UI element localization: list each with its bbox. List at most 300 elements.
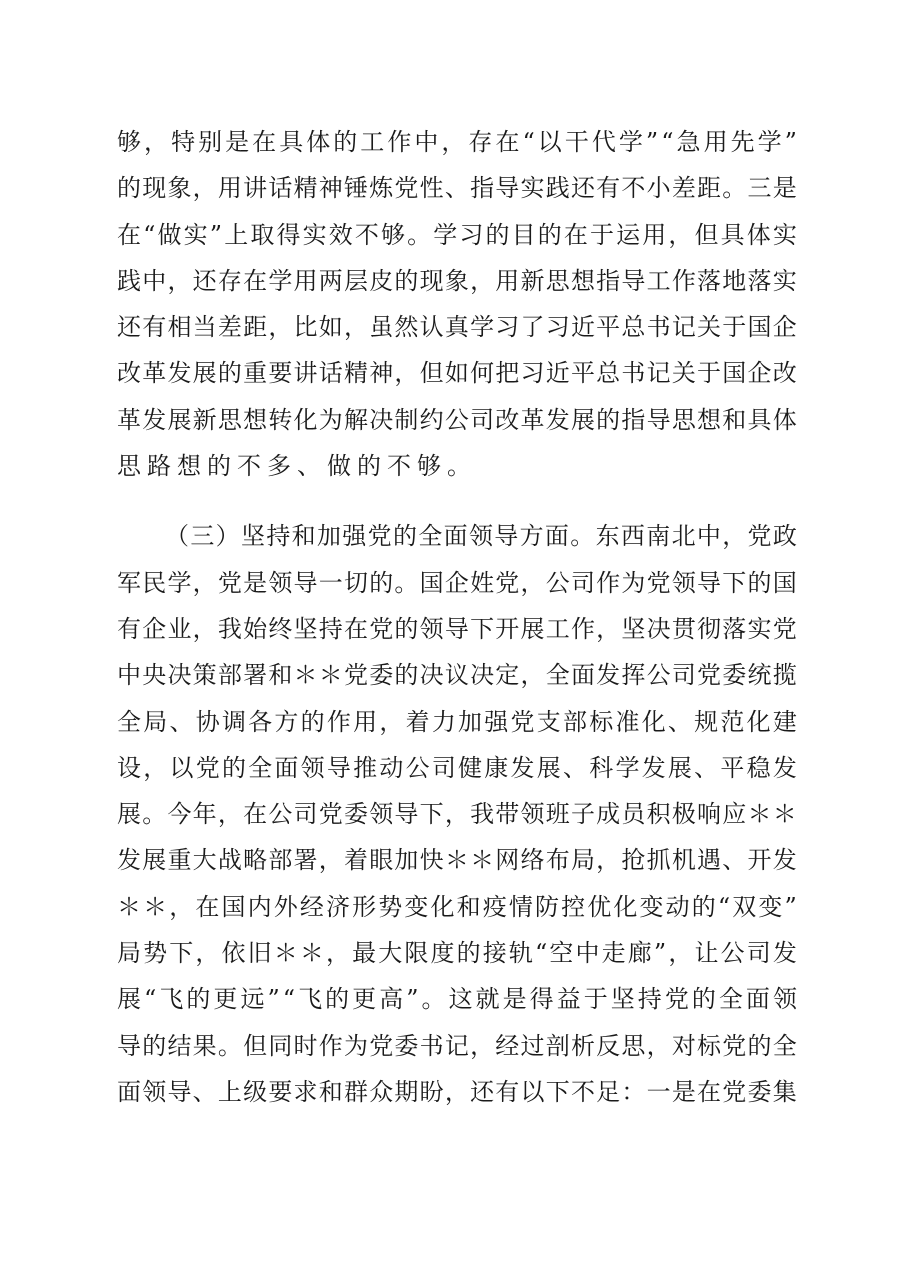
text-glyph: 神 [318, 174, 343, 203]
text-glyph: 导 [697, 568, 722, 597]
text-glyph: 思 [117, 452, 141, 481]
text-glyph: 革 [117, 405, 141, 434]
text-glyph: 司 [470, 405, 495, 434]
text-glyph: 面 [443, 522, 468, 551]
text-glyph: 如 [318, 313, 343, 342]
text-glyph: 让 [694, 939, 719, 968]
text-glyph: 记 [444, 1031, 469, 1060]
text-glyph: ， [326, 939, 350, 968]
text-glyph: 习 [545, 313, 570, 342]
text-glyph: 锤 [343, 174, 368, 203]
text-glyph: 两 [318, 266, 343, 295]
text-glyph: 我 [470, 800, 495, 829]
text-glyph: 用 [293, 266, 318, 295]
text-glyph: 干 [564, 128, 589, 156]
text-glyph: 差 [217, 313, 242, 342]
text-glyph: 开 [495, 614, 520, 643]
text-glyph: ， [470, 1031, 495, 1060]
text-glyph: 做 [157, 220, 182, 249]
text-glyph: ＊ [143, 892, 168, 921]
text-glyph: 科 [589, 753, 614, 782]
text-glyph: 国 [772, 568, 797, 597]
text-glyph: 今 [167, 800, 192, 829]
text-glyph: 导 [167, 1077, 192, 1106]
text-glyph: “ [282, 985, 296, 1014]
text-glyph: 思 [621, 1031, 646, 1060]
text-glyph: 经 [495, 1031, 520, 1060]
text-glyph: 话 [268, 174, 293, 203]
text-glyph: 这 [448, 985, 473, 1014]
text-glyph: 全 [772, 1031, 797, 1060]
text-glyph: 还 [470, 1077, 495, 1106]
text-glyph: 化 [430, 892, 455, 921]
text-line [117, 212, 797, 258]
text-glyph: 一 [318, 568, 343, 597]
text-glyph: 姓 [470, 568, 495, 597]
text-glyph: 中 [696, 522, 721, 551]
text-line [117, 165, 797, 211]
text-glyph: ， [167, 266, 192, 295]
text-glyph: 坚 [240, 522, 265, 551]
text-glyph: 够 [117, 128, 141, 156]
text-glyph: 习 [459, 220, 484, 249]
text-glyph: ” [209, 220, 223, 249]
text-glyph: 决 [470, 661, 495, 690]
text-glyph: 为 [318, 405, 343, 434]
text-glyph: 空 [549, 939, 574, 968]
text-glyph: ＊ [293, 661, 318, 690]
text-glyph: ， [192, 174, 217, 203]
text-glyph: 改 [772, 359, 797, 388]
text-glyph: “ [661, 128, 674, 156]
text-glyph: 把 [495, 359, 520, 388]
text-glyph: 体 [746, 220, 771, 249]
text-glyph: 不 [354, 220, 379, 249]
text-glyph: 响 [697, 800, 722, 829]
text-glyph: 部 [562, 707, 587, 736]
text-glyph: 党 [664, 985, 689, 1014]
text-glyph: 局 [117, 939, 141, 968]
text-glyph: 央 [142, 661, 167, 690]
text-glyph: 北 [671, 522, 696, 551]
text-glyph: 的 [300, 707, 325, 736]
text-glyph: 众 [369, 1077, 394, 1106]
text-glyph: 贯 [671, 614, 696, 643]
text-glyph: 作 [596, 568, 621, 597]
text-glyph: 同 [268, 1031, 293, 1060]
text-glyph: 用 [642, 220, 667, 249]
text-glyph: 司 [570, 568, 595, 597]
text-glyph: 在 [563, 220, 588, 249]
text-glyph: 的 [537, 220, 562, 249]
text-glyph: ＊ [772, 800, 797, 829]
text-glyph: 公 [444, 405, 469, 434]
text-glyph: 稳 [746, 753, 771, 782]
text-glyph: 做 [327, 452, 351, 481]
text-glyph: 真 [444, 313, 469, 342]
text-glyph: 关 [697, 313, 722, 342]
text-glyph: 国 [722, 359, 747, 388]
text-glyph: 的 [369, 568, 394, 597]
text-glyph: 盼 [419, 1077, 444, 1106]
text-glyph: 求 [293, 1077, 318, 1106]
text-glyph: 导 [621, 266, 646, 295]
text-glyph: 方 [274, 707, 299, 736]
text-glyph: 近 [545, 359, 570, 388]
text-glyph: 于 [722, 313, 747, 342]
text-glyph: 面 [544, 522, 569, 551]
text-glyph: ＊ [117, 892, 141, 921]
text-glyph: 双 [732, 892, 757, 921]
text-glyph: 战 [217, 846, 242, 875]
text-glyph: 接 [482, 939, 507, 968]
text-glyph: 象 [167, 174, 192, 203]
text-glyph: 党 [369, 614, 394, 643]
text-glyph: 的 [217, 359, 242, 388]
text-glyph: ， [668, 220, 693, 249]
text-glyph: 学 [433, 220, 458, 249]
text-glyph: 发 [772, 753, 797, 782]
text-glyph: 展 [667, 753, 692, 782]
text-glyph: 发 [167, 359, 192, 388]
text-glyph: 展 [117, 985, 141, 1014]
text-glyph: 公 [405, 753, 430, 782]
text-glyph: 持 [266, 522, 291, 551]
text-glyph: ” [406, 985, 419, 1014]
text-glyph: 的 [691, 892, 716, 921]
text-glyph: 在 [495, 128, 520, 156]
text-glyph: 发 [641, 753, 666, 782]
text-glyph: 导 [326, 753, 351, 782]
text-glyph: 皮 [369, 266, 394, 295]
text-glyph: 加 [394, 846, 419, 875]
text-glyph: 遇 [697, 846, 722, 875]
text-glyph: 成 [596, 800, 621, 829]
text-glyph: ， [444, 1077, 469, 1106]
text-glyph: 的 [117, 174, 141, 203]
text-line [117, 884, 797, 930]
text-glyph: 距 [243, 313, 268, 342]
text-glyph: 和 [291, 522, 316, 551]
text-glyph: 优 [587, 892, 612, 921]
text-glyph: 强 [342, 522, 367, 551]
text-glyph: 决 [369, 405, 394, 434]
text-glyph: 工 [545, 614, 570, 643]
text-glyph: 更 [213, 985, 238, 1014]
text-glyph: 国 [419, 568, 444, 597]
text-glyph: “ [143, 220, 156, 249]
text-glyph: 改 [117, 359, 141, 388]
text-glyph: 想 [243, 405, 268, 434]
text-glyph: 于 [583, 985, 608, 1014]
text-glyph: ＊ [444, 846, 469, 875]
text-glyph: 在 [195, 892, 220, 921]
text-glyph: ， [217, 800, 242, 829]
text-glyph: 的 [456, 939, 481, 968]
text-glyph: 存 [217, 266, 242, 295]
text-glyph: 特 [171, 128, 196, 156]
text-glyph: 定 [495, 661, 520, 690]
text-glyph: 在 [243, 800, 268, 829]
text-glyph: 约 [419, 405, 444, 434]
text-glyph: 的 [142, 1031, 167, 1060]
text-glyph: 是 [243, 568, 268, 597]
text-glyph: 习 [520, 359, 545, 388]
text-glyph: 动 [379, 753, 404, 782]
text-glyph: 新 [192, 405, 217, 434]
text-glyph: 是 [502, 985, 527, 1014]
text-glyph: 公 [268, 800, 293, 829]
text-glyph: 象 [444, 266, 469, 295]
text-glyph: 党 [394, 174, 419, 203]
text-glyph: 析 [570, 1031, 595, 1060]
text-glyph: 具 [279, 128, 304, 156]
text-glyph: 学 [757, 128, 782, 156]
text-glyph: 有 [495, 1077, 520, 1106]
text-glyph: 记 [671, 313, 696, 342]
text-glyph: 党 [217, 568, 242, 597]
text-glyph: ： [621, 1077, 646, 1106]
text-glyph: 的 [394, 614, 419, 643]
text-glyph: 坚 [610, 985, 635, 1014]
text-glyph: 。 [142, 800, 167, 829]
text-glyph: 作 [326, 707, 351, 736]
text-glyph: 就 [475, 985, 500, 1014]
text-glyph: 强 [484, 707, 509, 736]
text-glyph: 平 [596, 313, 621, 342]
text-glyph: 发 [772, 939, 797, 968]
text-glyph: 发 [510, 753, 535, 782]
text-glyph: 公 [545, 568, 570, 597]
text-line [117, 560, 797, 606]
text-glyph: 标 [589, 707, 614, 736]
text-glyph: 中 [575, 939, 600, 968]
text-glyph: ， [596, 614, 621, 643]
text-glyph: 当 [192, 313, 217, 342]
text-glyph: ” [267, 985, 280, 1014]
text-glyph: 始 [243, 614, 268, 643]
text-glyph: 应 [722, 800, 747, 829]
text-line [117, 350, 797, 396]
text-glyph: “ [522, 128, 535, 156]
text-glyph: 的 [394, 266, 419, 295]
text-glyph: ＊ [273, 939, 298, 968]
text-glyph: 总 [621, 313, 646, 342]
text-glyph: 指 [470, 174, 495, 203]
text-glyph: 旧 [247, 939, 272, 968]
text-glyph: 认 [419, 313, 444, 342]
text-glyph: 还 [192, 266, 217, 295]
text-glyph: 发 [545, 405, 570, 434]
text-line [117, 930, 797, 976]
text-glyph: 以 [537, 128, 562, 156]
text-glyph: 重 [243, 359, 268, 388]
text-glyph: 益 [556, 985, 581, 1014]
text-glyph: ” [784, 128, 797, 156]
text-glyph: 、 [444, 174, 469, 203]
text-glyph: 要 [268, 359, 293, 388]
text-glyph: 的 [207, 452, 231, 481]
text-glyph: 路 [147, 452, 171, 481]
text-line [117, 606, 797, 652]
text-glyph: 体 [306, 128, 331, 156]
text-glyph: 工 [360, 128, 385, 156]
text-glyph: 的 [392, 522, 417, 551]
text-glyph: 公 [720, 939, 745, 968]
text-glyph: 下 [169, 939, 194, 968]
text-glyph: 制 [394, 405, 419, 434]
text-glyph: 度 [430, 939, 455, 968]
text-glyph: 上 [217, 1077, 242, 1106]
text-line [117, 791, 797, 837]
text-glyph: 和 [268, 661, 293, 690]
text-glyph: 效 [328, 220, 353, 249]
text-glyph: 展 [167, 405, 192, 434]
text-glyph: 平 [570, 359, 595, 388]
text-glyph: 但 [243, 1031, 268, 1060]
text-glyph: 领 [419, 614, 444, 643]
text-glyph: 廊 [627, 939, 652, 968]
text-glyph: 想 [177, 452, 201, 481]
text-glyph: 、 [562, 753, 587, 782]
text-glyph: ， [441, 128, 466, 156]
text-glyph: 现 [142, 174, 167, 203]
text-glyph: 实 [772, 220, 797, 249]
text-glyph: 范 [720, 707, 745, 736]
text-glyph: 和 [722, 405, 747, 434]
text-glyph: 学 [268, 266, 293, 295]
text-glyph: 动 [665, 892, 690, 921]
text-glyph: 小 [646, 174, 671, 203]
text-glyph: 精 [293, 174, 318, 203]
text-line [117, 258, 797, 304]
text-glyph: 领 [468, 522, 493, 551]
text-glyph: 三 [747, 174, 772, 203]
text-glyph: 内 [247, 892, 272, 921]
text-glyph: 转 [268, 405, 293, 434]
text-glyph: 实 [772, 266, 797, 295]
text-glyph: 新 [520, 266, 545, 295]
text-glyph: 领 [772, 985, 797, 1014]
text-glyph: 委 [343, 800, 368, 829]
text-glyph: 局 [570, 846, 595, 875]
text-glyph: 政 [772, 522, 797, 551]
text-glyph: 领 [268, 568, 293, 597]
text-glyph: 抓 [646, 846, 671, 875]
text-glyph: 代 [591, 128, 616, 156]
text-glyph: （ [165, 522, 189, 551]
text-glyph: 军 [117, 568, 141, 597]
text-glyph: 我 [217, 614, 242, 643]
text-glyph: 。 [217, 1031, 242, 1060]
text-glyph: 用 [495, 266, 520, 295]
text-glyph: 实 [183, 220, 208, 249]
text-glyph: ＊ [318, 661, 343, 690]
text-glyph: 领 [369, 800, 394, 829]
text-glyph: 书 [419, 1031, 444, 1060]
text-glyph: 然 [394, 313, 419, 342]
text-glyph: 虽 [369, 313, 394, 342]
text-glyph: 还 [117, 313, 141, 342]
text-glyph: 南 [646, 522, 671, 551]
text-glyph: 方 [519, 522, 544, 551]
text-glyph: 于 [697, 359, 722, 388]
text-glyph: 话 [318, 359, 343, 388]
text-glyph: ， [444, 800, 469, 829]
text-glyph: 在 [117, 220, 141, 249]
text-glyph: 结 [167, 1031, 192, 1060]
text-glyph: 在 [252, 128, 277, 156]
text-glyph: ＊ [299, 939, 324, 968]
text-glyph: 领 [671, 568, 696, 597]
text-glyph: 体 [772, 405, 797, 434]
text-glyph: 党 [747, 522, 772, 551]
text-glyph: ” [784, 892, 797, 921]
text-glyph: 势 [378, 892, 403, 921]
text-glyph: 层 [343, 266, 368, 295]
text-glyph: 东 [595, 522, 620, 551]
text-glyph: ， [318, 846, 343, 875]
text-glyph: 关 [671, 359, 696, 388]
text-glyph: 的 [691, 985, 716, 1014]
text-glyph: 讲 [243, 174, 268, 203]
text-glyph: 运 [616, 220, 641, 249]
text-glyph: 带 [495, 800, 520, 829]
text-glyph: 的 [357, 452, 381, 481]
text-glyph: ， [470, 266, 495, 295]
text-glyph: 指 [621, 405, 646, 434]
text-glyph: ， [192, 568, 217, 597]
text-glyph: 思 [545, 266, 570, 295]
text-glyph: 实 [302, 220, 327, 249]
text-glyph: 思 [671, 405, 696, 434]
text-glyph: 更 [352, 985, 377, 1014]
text-glyph: 三 [190, 522, 215, 551]
text-glyph: 不 [570, 1077, 595, 1106]
text-glyph: 企 [444, 568, 469, 597]
text-glyph: 精 [343, 359, 368, 388]
text-glyph: 用 [353, 707, 378, 736]
text-glyph: 国 [747, 313, 772, 342]
text-glyph: 变 [758, 892, 783, 921]
text-glyph: 果 [192, 1031, 217, 1060]
text-glyph: 全 [117, 707, 141, 736]
text-glyph: 展 [570, 405, 595, 434]
text-glyph: 变 [404, 892, 429, 921]
text-glyph: 企 [142, 614, 167, 643]
text-glyph: 署 [293, 846, 318, 875]
text-glyph: 先 [730, 128, 755, 156]
text-glyph: 总 [596, 359, 621, 388]
text-glyph: 轨 [508, 939, 533, 968]
text-glyph: 揽 [772, 661, 797, 690]
text-glyph: 司 [671, 661, 696, 690]
text-glyph: 相 [167, 313, 192, 342]
text-glyph: 用 [217, 174, 242, 203]
text-glyph: 统 [747, 661, 772, 690]
text-glyph: 远 [240, 985, 265, 1014]
text-glyph: 下 [545, 1077, 570, 1106]
text-line [117, 513, 797, 559]
text-glyph: 距 [697, 174, 722, 203]
text-glyph: 以 [169, 753, 194, 782]
text-glyph: 实 [520, 174, 545, 203]
text-glyph: 领 [142, 1077, 167, 1106]
text-glyph: 司 [431, 753, 456, 782]
text-glyph: 最 [352, 939, 377, 968]
text-glyph: 司 [293, 800, 318, 829]
text-glyph: 于 [589, 220, 614, 249]
